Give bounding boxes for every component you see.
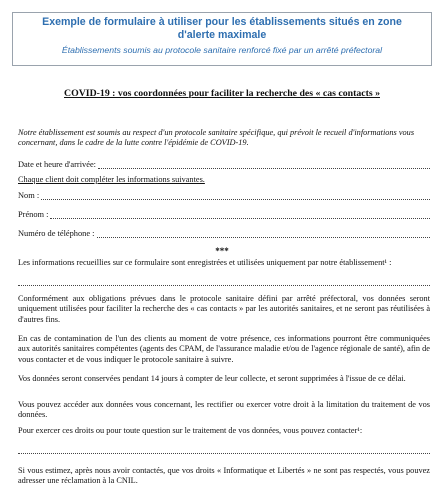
paragraph-2: Conformément aux obligations prévues dans le protocole sanitaire défini par arrêté préfectoral, vos données seront uniquement utilisées pour faciliter la recherche des « cas contacts » par les autorités sanitaires, et ne seront pas réutilisées à d'autres fins. [18, 294, 430, 324]
paragraph-6: Pour exercer ces droits ou pour toute question sur le traitement de vos données, vous pouvez contacter¹: [18, 426, 363, 435]
nom-label: Nom : [18, 191, 40, 200]
banner-subtitle: Établissements soumis au protocole sanitaire renforcé fixé par un arrêté préfectoral [61, 45, 383, 55]
telephone-field[interactable] [18, 229, 430, 238]
telephone-dotted-line [97, 229, 430, 238]
instruction-text: Chaque client doit compléter les informations suivantes. [18, 175, 205, 184]
paragraph-3: En cas de contamination de l'un des clients au moment de votre présence, ces informations pourront être communiquées aux autorités sanitaires compétentes (agents des CPAM, de l'assurance maladie et/ou de l'agence régionale de santé), afin de vous contacter et de vous indiquer le protocole sanitaire à suivre. [18, 334, 430, 364]
arrival-dotted-line [98, 160, 430, 169]
paragraph-5: Vous pouvez accéder aux données vous concernant, les rectifier ou exercer votre droit à la limitation du traitement de vos données. [18, 400, 430, 420]
prenom-field[interactable] [18, 210, 430, 219]
paragraph-1: Les informations recueillies sur ce formulaire sont enregistrées et utilisées uniquement par notre établissement¹ : [18, 258, 392, 267]
arrival-label: Date et heure d'arrivée: [18, 160, 97, 169]
intro-text: Notre établissement est soumis au respect d'un protocole sanitaire spécifique, qui prévoit le recueil d'informations vous concernant, dans le cadre de la lutte contre l'épidémie de COVID-19. [18, 128, 415, 148]
contact-dotted-line[interactable] [18, 452, 430, 454]
alert-banner [12, 12, 432, 66]
separator: *** [215, 246, 229, 256]
paragraph-7: Si vous estimez, après nous avoir contactés, que vos droits « Informatique et Libertés » ne sont pas respectés, vous pouvez adresser une réclamation à la CNIL. [18, 466, 430, 486]
prenom-label: Prénom : [18, 210, 49, 219]
paragraph-4: Vos données seront conservées pendant 14 jours à compter de leur collecte, et seront supprimées à l'issue de ce délai. [18, 374, 406, 383]
establishment-dotted-line[interactable] [18, 284, 430, 286]
form-title: COVID-19 : vos coordonnées pour faciliter la recherche des « cas contacts » [64, 88, 380, 99]
banner-title: Exemple de formulaire à utiliser pour les établissements situés en zone d'alerte maximale [42, 16, 402, 41]
arrival-field[interactable] [18, 160, 430, 169]
nom-dotted-line [41, 191, 430, 200]
nom-field[interactable] [18, 191, 430, 200]
prenom-dotted-line [50, 210, 430, 219]
telephone-label: Numéro de téléphone : [18, 229, 95, 238]
